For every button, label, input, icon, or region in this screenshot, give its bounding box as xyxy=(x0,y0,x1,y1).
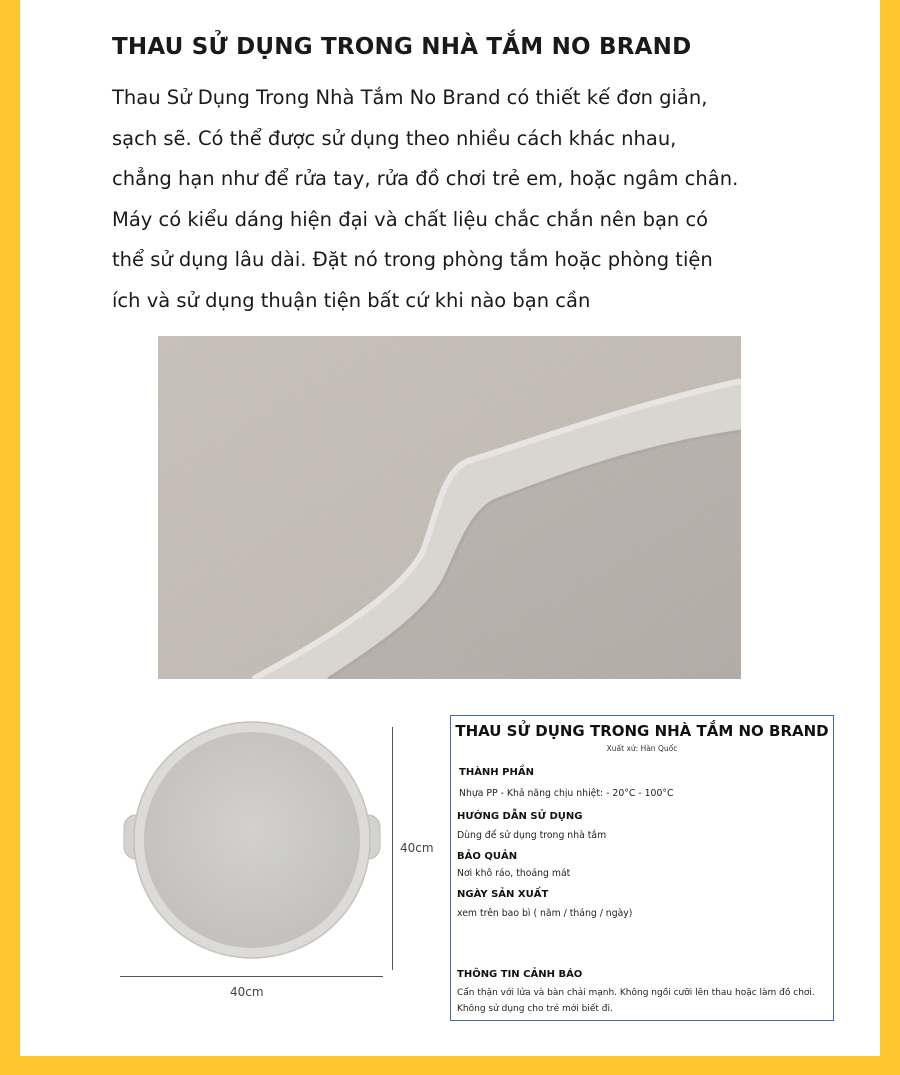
description-line: Máy có kiểu dáng hiện đại và chất liệu chắc chắn nên bạn có xyxy=(112,207,709,231)
width-dimension-line xyxy=(120,976,383,977)
description-line: sạch sẽ. Có thể được sử dụng theo nhiều cách khác nhau, xyxy=(112,126,677,150)
description-line: ích và sử dụng thuận tiện bất cứ khi nào bạn cần xyxy=(112,288,591,312)
basin-top-view-image xyxy=(120,715,383,977)
basin-closeup-image xyxy=(158,336,741,679)
storage-text: Nơi khô ráo, thoáng mát xyxy=(457,868,571,879)
description-line: thể sử dụng lâu dài. Đặt nó trong phòng tắm hoặc phòng tiện xyxy=(112,248,713,271)
product-description xyxy=(112,78,857,321)
width-label: 40cm xyxy=(230,985,264,999)
page-title: THAU SỬ DỤNG TRONG NHÀ TẮM NO BRAND xyxy=(112,34,692,60)
usage-text: Dùng để sử dụng trong nhà tắm xyxy=(457,830,607,841)
dimension-diagram xyxy=(120,715,450,1015)
warning-text-line: Không sử dụng cho trẻ mới biết đi. xyxy=(457,1004,613,1014)
mfg-date-text: xem trên bao bì ( năm / tháng / ngày) xyxy=(457,908,633,919)
height-label: 40cm xyxy=(400,841,434,855)
usage-heading: HƯỚNG DẪN SỬ DỤNG xyxy=(457,811,583,822)
product-info-box xyxy=(450,715,834,1021)
description-line: Thau Sử Dụng Trong Nhà Tắm No Brand có thiết kế đơn giản, xyxy=(112,86,708,109)
warning-text-line: Cẩn thận với lửa và bàn chải mạnh. Không ngồi cưỡi lên thau hoặc làm đồ chơi. xyxy=(457,988,815,998)
ingredients-heading: THÀNH PHẦN xyxy=(459,767,534,778)
basin-closeup-photo xyxy=(158,336,741,679)
info-box-title: THAU SỬ DỤNG TRONG NHÀ TẮM NO BRAND xyxy=(455,722,829,740)
mfg-date-heading: NGÀY SẢN XUẤT xyxy=(457,889,549,900)
height-dimension-line xyxy=(392,727,393,970)
warning-heading: THÔNG TIN CẢNH BÁO xyxy=(457,969,583,980)
storage-heading: BẢO QUẢN xyxy=(457,851,518,862)
page-content xyxy=(20,0,880,1056)
origin-text: Xuất xứ: Hàn Quốc xyxy=(606,744,678,753)
description-line: chẳng hạn như để rửa tay, rửa đồ chơi trẻ em, hoặc ngâm chân. xyxy=(112,167,739,190)
ingredients-text: Nhựa PP - Khả năng chịu nhiệt: - 20°C - 100°C xyxy=(459,788,674,799)
